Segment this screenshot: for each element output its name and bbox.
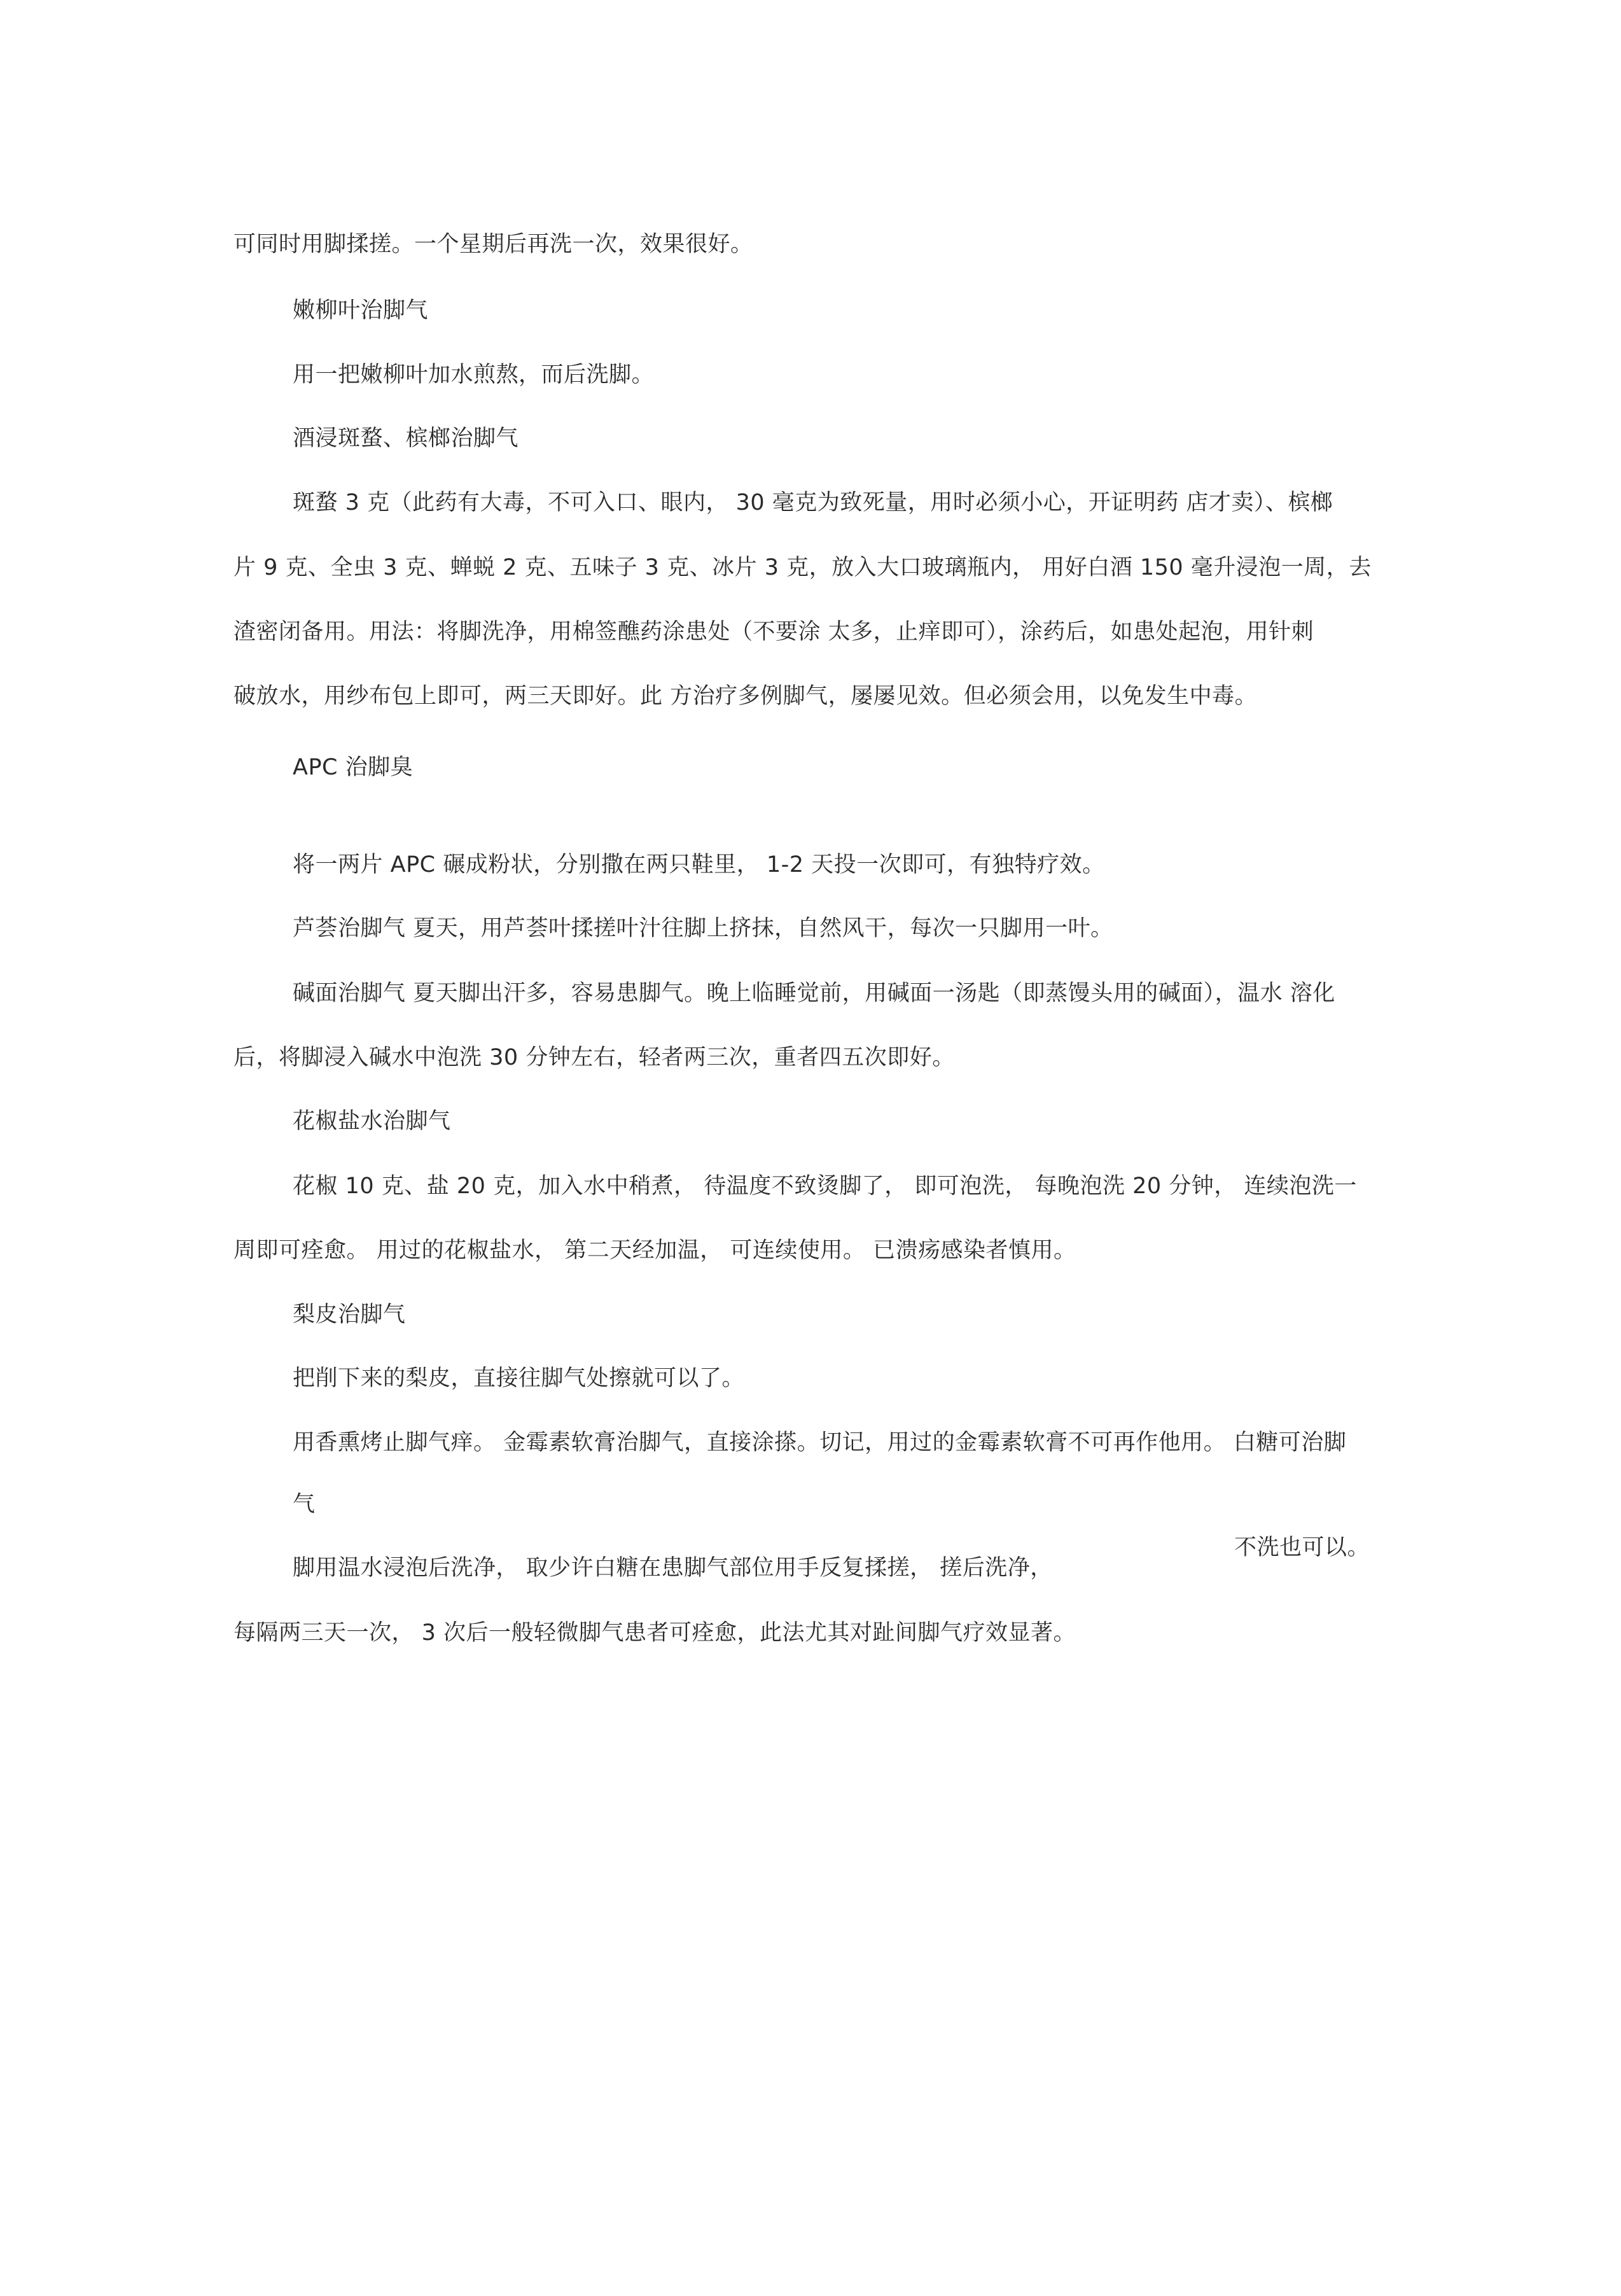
section-heading: 花椒盐水治脚气 (293, 1109, 451, 1134)
section-heading: APC 治脚臭 (293, 755, 414, 780)
text-line: 周即可痊愈。 用过的花椒盐水， 第二天经加温， 可连续使用。 已溃疡感染者慎用。 (233, 1238, 1076, 1263)
text-line: 气 (293, 1492, 316, 1517)
section-heading: 嫩柳叶治脚气 (293, 298, 429, 323)
text-line: 把削下来的梨皮，直接往脚气处擦就可以了。 (293, 1366, 745, 1391)
text-line: 碱面治脚气 夏天脚出汗多，容易患脚气。晚上临睡觉前，用碱面一汤匙（即蒸馒头用的碱面），温水 溶化 (293, 981, 1335, 1006)
text-line: 破放水，用纱布包上即可，两三天即好。此 方治疗多例脚气，屡屡见效。但必须会用，以免发生中毒。 (233, 683, 1258, 709)
text-line: 用一把嫩柳叶加水煎熬，而后洗脚。 (293, 362, 655, 388)
section-heading: 酒浸斑蝥、槟榔治脚气 (293, 426, 519, 451)
text-line: 不洗也可以。 (1234, 1535, 1370, 1560)
text-line: 可同时用脚揉搓。一个星期后再洗一次，效果很好。 (233, 232, 753, 257)
text-line: 用香熏烤止脚气痒。 金霉素软膏治脚气，直接涂搽。切记，用过的金霉素软膏不可再作他用。 白糖可治脚 (293, 1430, 1347, 1455)
text-line: 芦荟治脚气 夏天，用芦荟叶揉搓叶汁往脚上挤抹，自然风干，每次一只脚用一叶。 (293, 916, 1113, 941)
text-line: 片 9 克、全虫 3 克、蝉蜕 2 克、五味子 3 克、冰片 3 克，放入大口玻璃瓶内， 用好白酒 150 毫升浸泡一周，去 (233, 555, 1372, 580)
text-line: 斑蝥 3 克（此药有大毒，不可入口、眼内， 30 毫克为致死量，用时必须小心，开证明药 店才卖）、槟榔 (293, 490, 1333, 515)
section-heading: 梨皮治脚气 (293, 1302, 406, 1327)
text-line: 将一两片 APC 碾成粉状，分别撒在两只鞋里， 1-2 天投一次即可，有独特疗效。 (293, 852, 1105, 878)
text-line: 花椒 10 克、盐 20 克，加入水中稍煮， 待温度不致烫脚了， 即可泡洗， 每晚泡洗 20 分钟， 连续泡洗一 (293, 1173, 1357, 1199)
text-line: 每隔两三天一次， 3 次后一般轻微脚气患者可痊愈，此法尤其对趾间脚气疗效显著。 (233, 1620, 1076, 1646)
text-line: 脚用温水浸泡后洗净， 取少许白糖在患脚气部位用手反复揉搓， 搓后洗净， (293, 1555, 1053, 1581)
text-line: 渣密闭备用。用法：将脚洗净，用棉签醮药涂患处（不要涂 太多，止痒即可），涂药后，如患处起泡，用针刺 (233, 619, 1314, 645)
text-line: 后，将脚浸入碱水中泡洗 30 分钟左右，轻者两三次，重者四五次即好。 (233, 1045, 955, 1070)
